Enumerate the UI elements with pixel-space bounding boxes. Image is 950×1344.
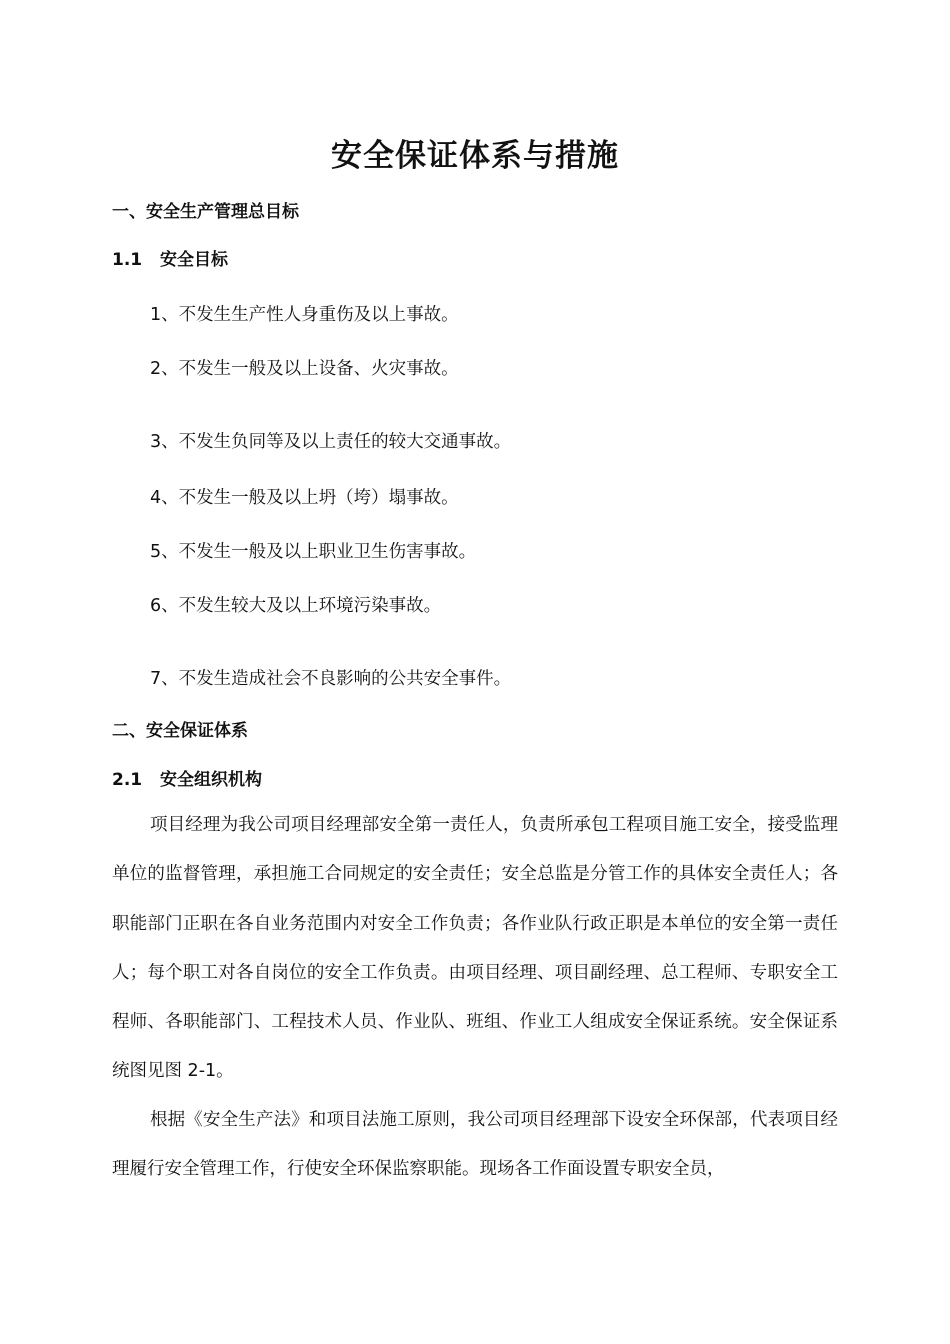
section-heading-2: 二、安全保证体系 — [112, 721, 248, 741]
goal-item-7: 7、不发生造成社会不良影响的公共安全事件。 — [150, 669, 512, 689]
goal-item-4: 4、不发生一般及以上坍（垮）塌事故。 — [150, 488, 459, 508]
body-paragraph-1: 项目经理为我公司项目经理部安全第一责任人，负责所承包工程项目施工安全，接受监理单位的监督管理，承担施工合同规定的安全责任；安全总监是分管工作的具体安全责任人；各职能部门正职在各自业务范围内对安全工作负责；各作业队行政正职是本单位的安全第一责任人；每个职工对各自岗位的安全工作负责。由项目经理、项目副经理、总工程师、专职安全工程师、各职能部门、工程技术人员、作业队、班组、作业工人组成安全保证系统。安全保证系统图见图 2-1。 — [112, 815, 838, 1082]
subsection-number: 2.1 — [112, 770, 143, 790]
body-paragraph-2: 根据《安全生产法》和项目法施工原则，我公司项目经理部下设安全环保部，代表项目经理履行安全管理工作，行使安全环保监察职能。现场各工作面设置专职安全员， — [112, 1110, 838, 1180]
subsection-number: 1.1 — [112, 250, 143, 270]
goal-item-5: 5、不发生一般及以上职业卫生伤害事故。 — [150, 542, 477, 562]
subsection-heading-2-1 — [112, 765, 262, 790]
goal-item-3: 3、不发生负同等及以上责任的较大交通事故。 — [150, 432, 512, 452]
document-title: 安全保证体系与措施 — [331, 138, 619, 174]
subsection-label: 安全目标 — [160, 250, 228, 270]
subsection-label: 安全组织机构 — [160, 770, 262, 790]
goal-item-1: 1、不发生生产性人身重伤及以上事故。 — [150, 305, 459, 325]
subsection-heading-1-1 — [112, 245, 228, 270]
goal-item-2: 2、不发生一般及以上设备、火灾事故。 — [150, 359, 459, 379]
goal-item-6: 6、不发生较大及以上环境污染事故。 — [150, 596, 442, 616]
section-heading-1: 一、安全生产管理总目标 — [112, 202, 299, 222]
